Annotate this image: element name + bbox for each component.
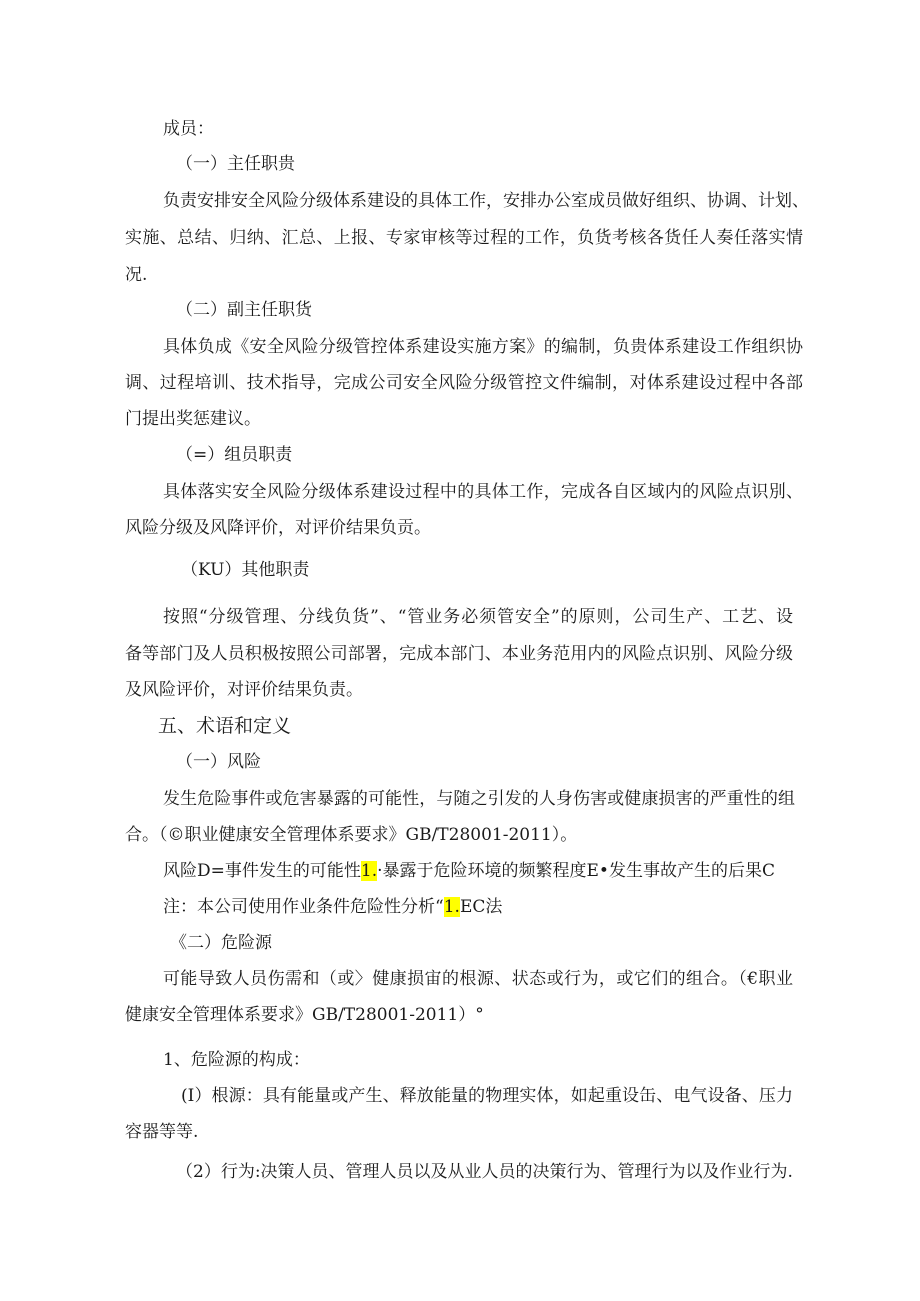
risk-formula [163,859,775,883]
formula-text: 风险D=事件发生的可能性 [163,861,361,881]
section-heading-director: （一）主任职贵 [176,154,295,174]
formula-text: ·暴露于危险环境的频繁程度E•发生事故产生的后果C [377,861,775,881]
section-heading-members: （=）组员职责 [176,445,293,465]
list-item-behavior: （2）行为:决策人员、管理人员以及从业人员的决策行为、管理行为以及作业行为. [176,1162,793,1182]
paragraph-line: 及风险评价，对评价结果负责。 [125,680,363,700]
paragraph-line: 发生危险事件或危害暴露的可能性，与随之引发的人身伤害或健康损害的严重性的组 [163,789,795,809]
chapter-heading: 五、术语和定义 [158,715,292,737]
paragraph-line: 备等部门及人员积极按照公司部署，完成本部门、本业务范用内的风险点识别、风险分级 [125,644,793,664]
term-heading-risk: （一）风险 [176,752,261,772]
members-label: 成员： [163,119,214,139]
term-heading-hazard: 《二）危险源 [170,933,272,953]
method-note [163,895,502,919]
paragraph-line: 具体落实安全风险分级体系建设过程中的具体工作，完成各自区域内的风险点识別、 [163,482,803,502]
highlighted-text: 1. [443,897,460,917]
paragraph-line: 调、过程培训、技术指导，完成公司安全风险分级管控文件编制，对体系建设过程中各部 [125,373,803,393]
paragraph-line: 合。（©职业健康安全管理体系要求》GB/T28001-2011）。 [125,825,578,845]
note-text: EC法 [459,897,503,917]
list-item-source-cont: 容器等等. [125,1122,199,1142]
paragraph-line: 门提出奖惩建议。 [125,409,261,429]
paragraph-line: 可能导致人员伤需和（或〉健康损宙的根源、状态或行为，或它们的组合。（€职业 [163,969,793,989]
list-item-source: (I）根源：具有能量或产生、释放能量的物理实体，如起重设缶、电气设备、压力 [181,1086,793,1106]
note-text: 注：本公司使用作业条件危险性分析“ [163,897,444,917]
paragraph-line: 按照“分级管理、分线负货”、“管业务必须管安全”的原则，公司生产、工艺、设 [163,607,793,627]
section-heading-deputy: （二）副主任职货 [176,300,312,320]
highlighted-text: 1. [360,861,378,881]
paragraph-line: 况. [125,265,148,285]
paragraph-line: 健康安全管理体系要求》GB/T28001-2011）° [125,1005,484,1025]
paragraph-line: 风险分级及风降评价，对评价结果负贡。 [125,518,431,538]
paragraph-line: 负责安排安全风险分级体系建设的具体工作，安排办公室成员做好组织、协调、计划、 [163,191,809,211]
hazard-composition-heading: 1、危险源的构成： [163,1050,310,1070]
paragraph-line: 具体负成《安全风险分级管控体系建设实施方案》的编制，负贵体系建设工作组织协 [163,337,803,357]
section-heading-other: （KU）其他职责 [181,560,310,580]
paragraph-line: 实施、总结、归纳、汇总、上报、专家审核等过程的工作，负货考核各货任人奏任落实情 [125,228,803,248]
